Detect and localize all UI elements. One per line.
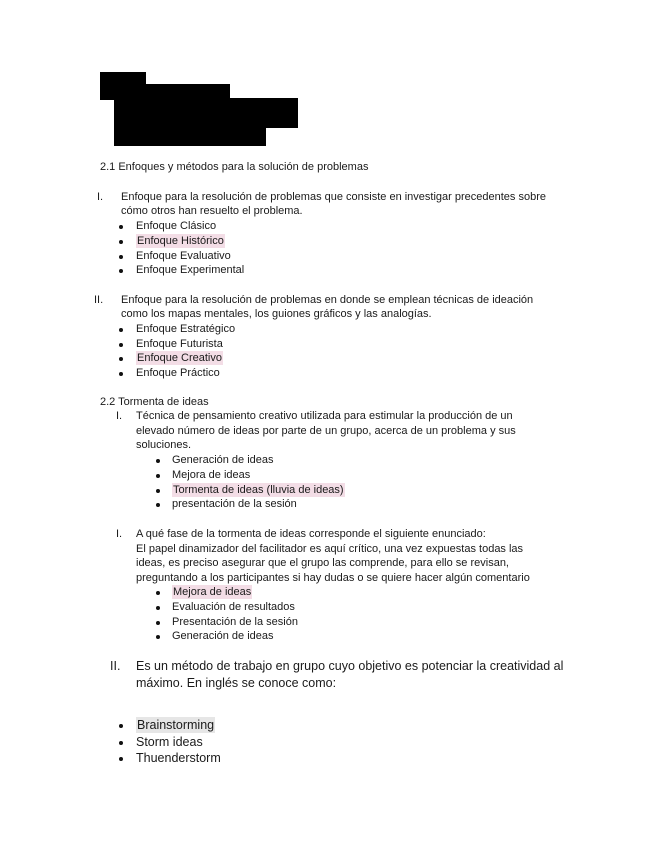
section-heading-2-1: 2.1 Enfoques y métodos para la solución de problemas xyxy=(100,161,369,173)
q1-option-3: Enfoque Evaluativo xyxy=(136,250,231,262)
q3-text-line-2: elevado número de ideas por parte de un grupo, acerca de un problema y sus xyxy=(136,425,516,437)
q3-option-3-bullet xyxy=(156,489,160,493)
q1-option-1: Enfoque Clásico xyxy=(136,220,217,232)
q5-text-line-2: máximo. En inglés se conoce como: xyxy=(136,676,337,690)
q5-text-line-1: Es un método de trabajo en grupo cuyo objetivo es potenciar la creatividad al xyxy=(136,659,564,673)
q3-option-4-bullet xyxy=(156,503,160,507)
q3-option-1: Generación de ideas xyxy=(172,454,274,466)
q2-number: II. xyxy=(94,294,104,306)
q1-option-1-bullet xyxy=(119,225,123,229)
q5-option-2-bullet xyxy=(119,741,123,745)
q4-option-3-bullet xyxy=(156,621,160,625)
q4-option-1-bullet xyxy=(156,591,160,595)
q5-option-2: Storm ideas xyxy=(136,735,203,749)
q2-text-line-2: como los mapas mentales, los guiones gráficos y las analogías. xyxy=(121,308,432,320)
q1-option-3-bullet xyxy=(119,255,123,259)
q2-option-2: Enfoque Futurista xyxy=(136,338,223,350)
q1-text-line-2: cómo otros han resuelto el problema. xyxy=(121,205,303,217)
q2-text-line-1: Enfoque para la resolución de problemas en donde se emplean técnicas de ideación xyxy=(121,294,534,306)
q4-option-2: Evaluación de resultados xyxy=(172,601,295,613)
q3-number: I. xyxy=(116,410,123,422)
q3-text-line-1: Técnica de pensamiento creativo utilizada para estimular la producción de un xyxy=(136,410,513,422)
q4-number: I. xyxy=(116,528,123,540)
redacted-title-block-4 xyxy=(114,126,266,146)
q4-text-line-3: ideas, es preciso asegurar que el grupo las comprende, para ello se revisan, xyxy=(136,557,509,569)
q5-option-3: Thuenderstorm xyxy=(136,751,221,765)
q2-option-2-bullet xyxy=(119,343,123,347)
q3-option-2-bullet xyxy=(156,474,160,478)
q5-option-1-highlighted: Brainstorming xyxy=(137,718,215,732)
q1-option-2-highlighted: Enfoque Histórico xyxy=(137,235,224,247)
q2-option-4: Enfoque Práctico xyxy=(136,367,220,379)
q2-option-1-bullet xyxy=(119,328,123,332)
q4-option-4-bullet xyxy=(156,635,160,639)
q2-option-3-bullet xyxy=(119,357,123,361)
q1-number: I. xyxy=(97,191,104,203)
q1-option-4: Enfoque Experimental xyxy=(136,264,245,276)
q3-option-2: Mejora de ideas xyxy=(172,469,251,481)
q5-option-3-bullet xyxy=(119,757,123,761)
q1-text-line-1: Enfoque para la resolución de problemas que consiste en investigar precedentes sobre xyxy=(121,191,546,203)
q2-option-1: Enfoque Estratégico xyxy=(136,323,236,335)
q3-text-line-3: soluciones. xyxy=(136,439,192,451)
q4-text-line-2: El papel dinamizador del facilitador es aquí crítico, una vez expuestas todas las xyxy=(136,543,524,555)
q4-option-2-bullet xyxy=(156,606,160,610)
q2-option-4-bullet xyxy=(119,372,123,376)
q1-option-4-bullet xyxy=(119,269,123,273)
q4-option-3: Presentación de la sesión xyxy=(172,616,298,628)
q4-option-4: Generación de ideas xyxy=(172,630,274,642)
q3-option-4: presentación de la sesión xyxy=(172,498,297,510)
q2-option-3-highlighted: Enfoque Creativo xyxy=(137,352,222,364)
q3-option-3-highlighted: Tormenta de ideas (lluvia de ideas) xyxy=(173,484,344,496)
q4-text-line-1: A qué fase de la tormenta de ideas corresponde el siguiente enunciado: xyxy=(136,528,486,540)
q1-option-2-bullet xyxy=(119,240,123,244)
redacted-title-block-3 xyxy=(114,98,298,128)
section-heading-2-2: 2.2 Tormenta de ideas xyxy=(100,396,209,408)
redacted-title-stem xyxy=(114,84,136,146)
q4-text-line-4: preguntando a los participantes si hay dudas o se quiere hacer algún comentario xyxy=(136,572,530,584)
q5-option-1-bullet xyxy=(119,724,123,728)
q3-option-1-bullet xyxy=(156,459,160,463)
q5-number: II. xyxy=(110,659,121,673)
q4-option-1-highlighted: Mejora de ideas xyxy=(173,586,252,598)
